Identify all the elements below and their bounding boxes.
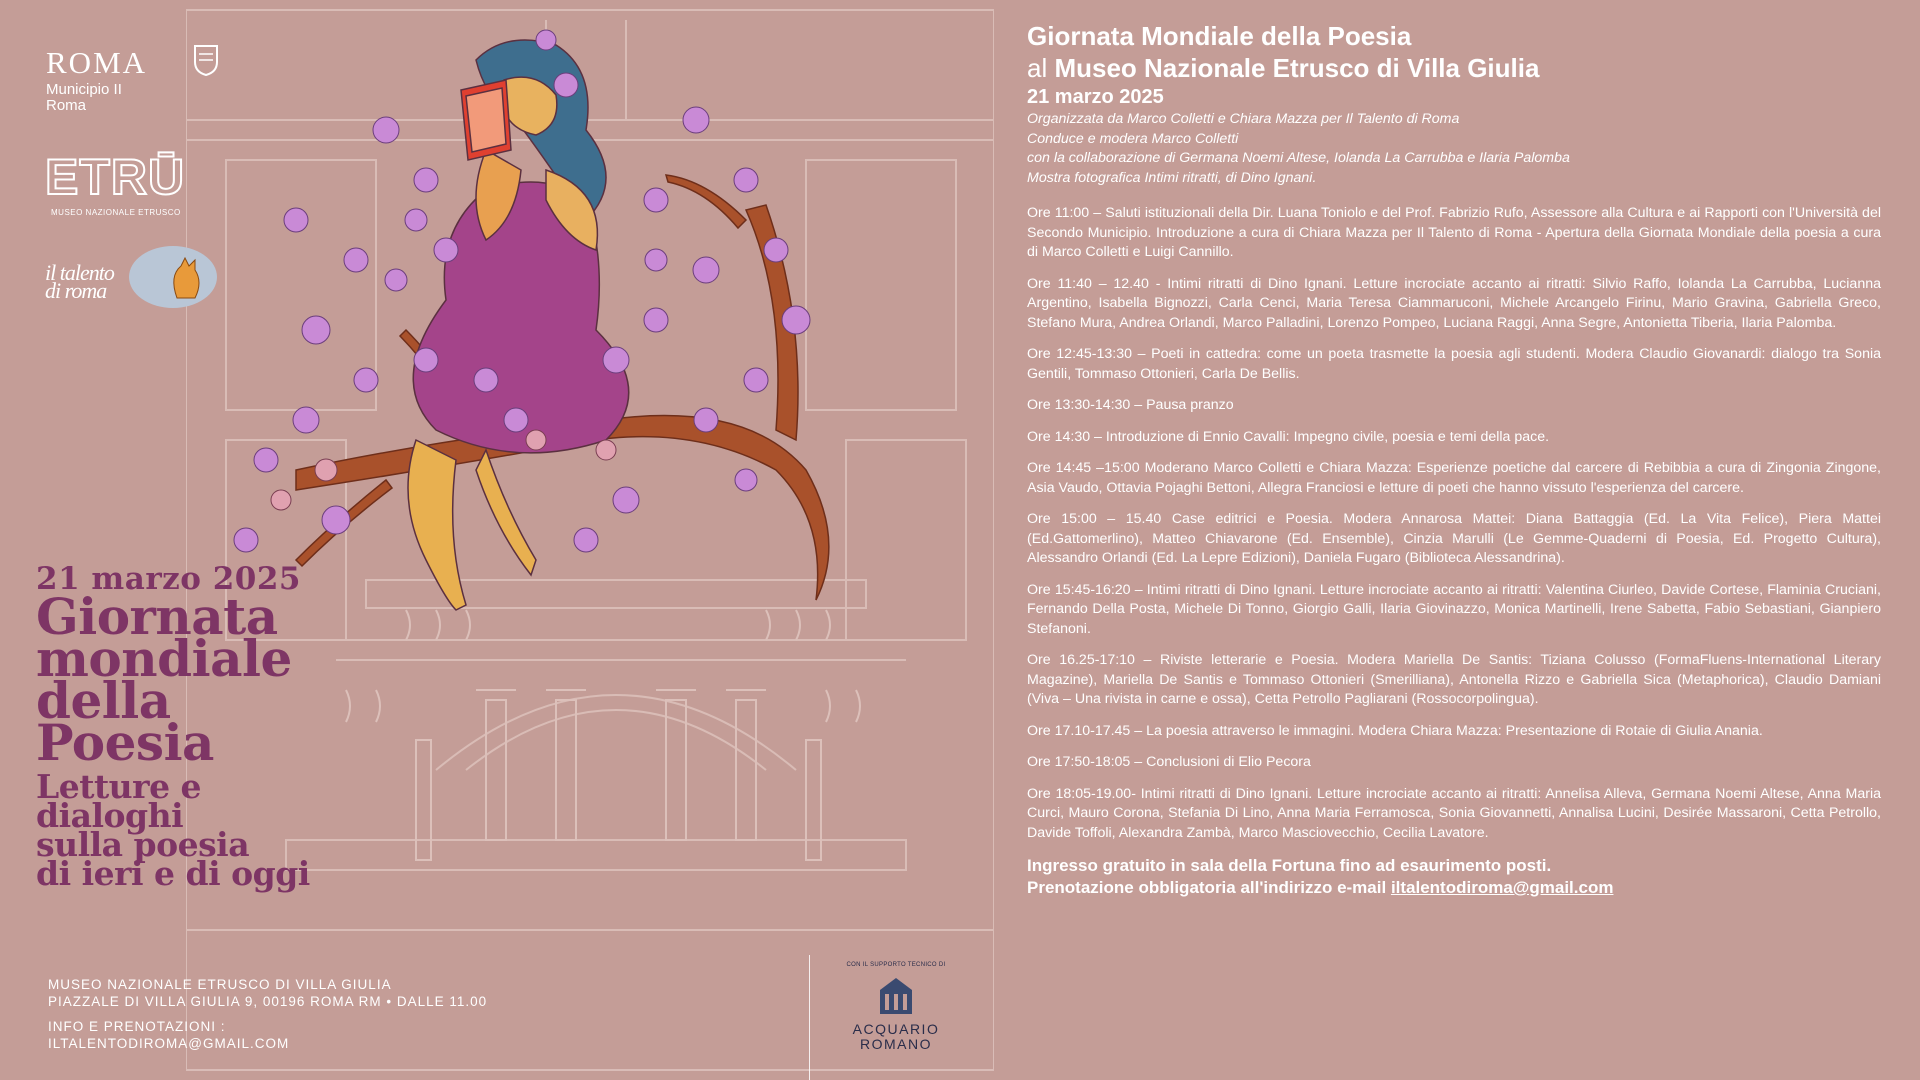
- sponsor-name1: ACQUARIO: [852, 1021, 940, 1037]
- program-schedule: [1027, 204, 1881, 843]
- program-date: 21 marzo 2025: [1027, 86, 1164, 108]
- title-line: della: [36, 671, 171, 730]
- etru-logo-subtitle: MUSEO NAZIONALE ETRUSCO: [51, 208, 181, 217]
- acquario-romano-logo: [846, 962, 946, 1052]
- booking-prefix: Prenotazione obbligatoria all'indirizzo e-mail: [1027, 878, 1391, 897]
- talento-logo-word2: di roma: [45, 278, 107, 303]
- acquario-building-icon: [876, 974, 916, 1018]
- program-item: Ore 13:30-14:30 – Pausa pranzo: [1027, 397, 1234, 413]
- museum-prefix: al: [1027, 53, 1055, 83]
- talento-logo-word1: il talento: [45, 260, 114, 285]
- roma-logo-sub2: Roma: [46, 97, 87, 114]
- program-item: Ore 16.25-17:10 – Riviste letterarie e Poesia. Modera Mariella De Santis: Tiziana Colusso (FormaFluens-International Literary Magazine), Mariella De Santis e Tommaso Ottonieri (Smerilliana), Antonella Rizzo e Gabriella Sica (Metaphorica), Claudio Damiani (Viva – Una rivista in carne e ossa), Cetta Petrollo Pagliarani (Rossocorpolingua).: [1027, 652, 1881, 707]
- poster-title-block: [36, 561, 456, 893]
- program-item: Ore 14:30 – Introduzione di Ennio Cavalli: Impegno civile, poesia e temi della pace.: [1027, 428, 1550, 445]
- roma-logo-subtitle: [46, 82, 196, 114]
- info-label: INFO E PRENOTAZIONI :: [48, 1019, 226, 1034]
- etru-museo-logo: [45, 149, 186, 217]
- program-item: Ore 15:45-16:20 – Intimi ritratti di Dino Ignani. Letture incrociate accanto ai ritratti: Valentina Ciurleo, Davide Cortese, Flaminia Cruciani, Fernando Della Posta, Michele Di Tonno, Giorgio Galli, Ilaria Giovinazzo, Monica Martinelli, Irene Sabetta, Fabio Sebastiani, Gianpiero Stefanoni.: [1027, 581, 1881, 637]
- credit-line: con la collaborazione di Germana Noemi Altese, Iolanda La Carrubba e Ilaria Palomba: [1027, 150, 1570, 166]
- credits-block: [1027, 110, 1881, 188]
- credit-line: Organizzata da Marco Colletti e Chiara Mazza per Il Talento di Roma: [1027, 111, 1460, 127]
- subtitle-line: di ieri e di oggi: [36, 854, 310, 893]
- booking-email-link[interactable]: iltalentodiroma@gmail.com: [1390, 878, 1614, 897]
- subtitle-line: Letture e: [36, 767, 202, 806]
- program-panel: [1027, 20, 1881, 899]
- subtitle-line: dialoghi: [36, 796, 184, 835]
- footer-notes: [1027, 855, 1881, 899]
- poster-main-title: [36, 587, 456, 772]
- sponsor-name: [846, 1022, 946, 1052]
- sponsor-support-text: CON IL SUPPORTO TECNICO DI: [846, 962, 946, 968]
- poster-date: 21 marzo 2025: [36, 561, 302, 597]
- credit-line: Mostra fotografica Intimi ritratti, di Dino Ignani.: [1027, 169, 1317, 186]
- program-item: Ore 11:40 – 12.40 - Intimi ritratti di Dino Ignani. Letture incrociate accanto ai ritratti: Silvio Raffo, Iolanda La Carrubba, Lucianna Argentino, Isabella Bignozzi, Carla Cenci, Maria Teresa Ciammaruconi, Michele Arcangelo Firinu, Mario Gravina, Gabriella Greco, Stefano Mura, Andrea Orlandi, Marco Palladini, Lorenzo Pompeo, Luciana Raggi, Anna Segre, Antonietta Tiberia, Ilaria Palomba.: [1027, 275, 1881, 331]
- roma-logo-word: ROMA: [46, 45, 148, 80]
- title-line: Giornata: [36, 587, 278, 646]
- title-line: mondiale: [36, 629, 292, 688]
- talento-logo-circle: [129, 246, 217, 308]
- info-email: ILTALENTODIROMA@GMAIL.COM: [48, 1036, 290, 1051]
- program-item: Ore 15:00 – 15.40 Case editrici e Poesia. Modera Annarosa Mattei: Diana Battaggia (Ed. La Vita Felice), Piera Mattei (Ed.Gattomerlino), Matteo Chiavarone (Ed. Ensemble), Cinzia Marulli (Le Gemme-Quaderni di Poesia, Ed. Progetto Cultura), Alessandro Orlandi (Ed. La Lepre Edizioni), Daniela Fugaro (Biblioteca Alessandrina).: [1027, 511, 1881, 566]
- program-item: Ore 17.10-17.45 – La poesia attraverso le immagini. Modera Chiara Mazza: Presentazione di Rotaie di Giulia Anania.: [1027, 722, 1763, 739]
- roma-logo-sub1: Municipio II: [46, 81, 122, 98]
- subtitle-line: sulla poesia: [36, 825, 250, 864]
- program-item: Ore 18:05-19.00- Intimi ritratti di Dino Ignani. Letture incrociate accanto ai ritratti: Annelisa Alleva, Germana Noemi Altese, Anna Maria Curci, Mauro Corona, Stefania Di Lino, Anna Maria Ferramosca, Sonia Giovannetti, Annalisa Lucini, Desirée Massaroni, Cetta Petrollo, Davide Toffoli, Alexandra Zambà, Marco Masciovecchio, Cecilia Lavatore.: [1027, 785, 1881, 841]
- talento-logo-word: [45, 260, 114, 303]
- venue-name: MUSEO NAZIONALE ETRUSCO DI VILLA GIULIA: [48, 977, 392, 992]
- poet-on-branch-illustration: [186, 0, 994, 1080]
- talento-di-roma-logo: [45, 246, 220, 308]
- entry-note: Ingresso gratuito in sala della Fortuna fino ad esaurimento posti.: [1027, 856, 1552, 875]
- sponsor-name2: ROMANO: [860, 1036, 932, 1052]
- venue-address: PIAZZALE DI VILLA GIULIA 9, 00196 ROMA RM • DALLE 11.00: [48, 994, 488, 1009]
- credit-line: Conduce e modera Marco Colletti: [1027, 130, 1239, 147]
- etru-logo-word: ETRŪ: [45, 149, 186, 205]
- venue-info: [48, 976, 487, 1052]
- roma-crest-icon: [193, 44, 219, 76]
- museum-name: Museo Nazionale Etrusco di Villa Giulia: [1054, 53, 1540, 83]
- cat-icon: [129, 246, 217, 308]
- title-line: Poesia: [36, 713, 214, 772]
- program-museum-line: [1027, 52, 1881, 84]
- program-title: Giornata Mondiale della Poesia: [1027, 21, 1412, 51]
- roma-municipio-logo: [46, 45, 196, 114]
- program-item: Ore 11:00 – Saluti istituzionali della Dir. Luana Toniolo e del Prof. Fabrizio Rufo, Assessore alla Cultura e ai Rapporti con l'Università del Secondo Municipio. Introduzione a cura di Chiara Mazza per Il Talento di Roma - Apertura della Giornata Mondiale della poesia a cura di Marco Colletti e Luigi Cannillo.: [1027, 205, 1881, 260]
- program-item: Ore 12:45-13:30 – Poeti in cattedra: come un poeta trasmette la poesia agli studenti. Modera Claudio Giovanardi: dialogo tra Sonia Gentili, Tommaso Ottonieri, Carla De Bellis.: [1027, 346, 1881, 382]
- poster-subtitle: [36, 767, 456, 893]
- program-item: Ore 14:45 –15:00 Moderano Marco Colletti e Chiara Mazza: Esperienze poetiche dal carcere di Rebibbia a cura di Zingonia Zingone, Asia Vaudo, Ottavia Pojaghi Bettoni, Allegra Franciosi e letture di poeti che hanno vissuto l'esperienza del carcere.: [1027, 460, 1881, 496]
- divider: [809, 955, 810, 1080]
- booking-note: [1027, 877, 1881, 899]
- program-item: Ore 17:50-18:05 – Conclusioni di Elio Pecora: [1027, 754, 1311, 770]
